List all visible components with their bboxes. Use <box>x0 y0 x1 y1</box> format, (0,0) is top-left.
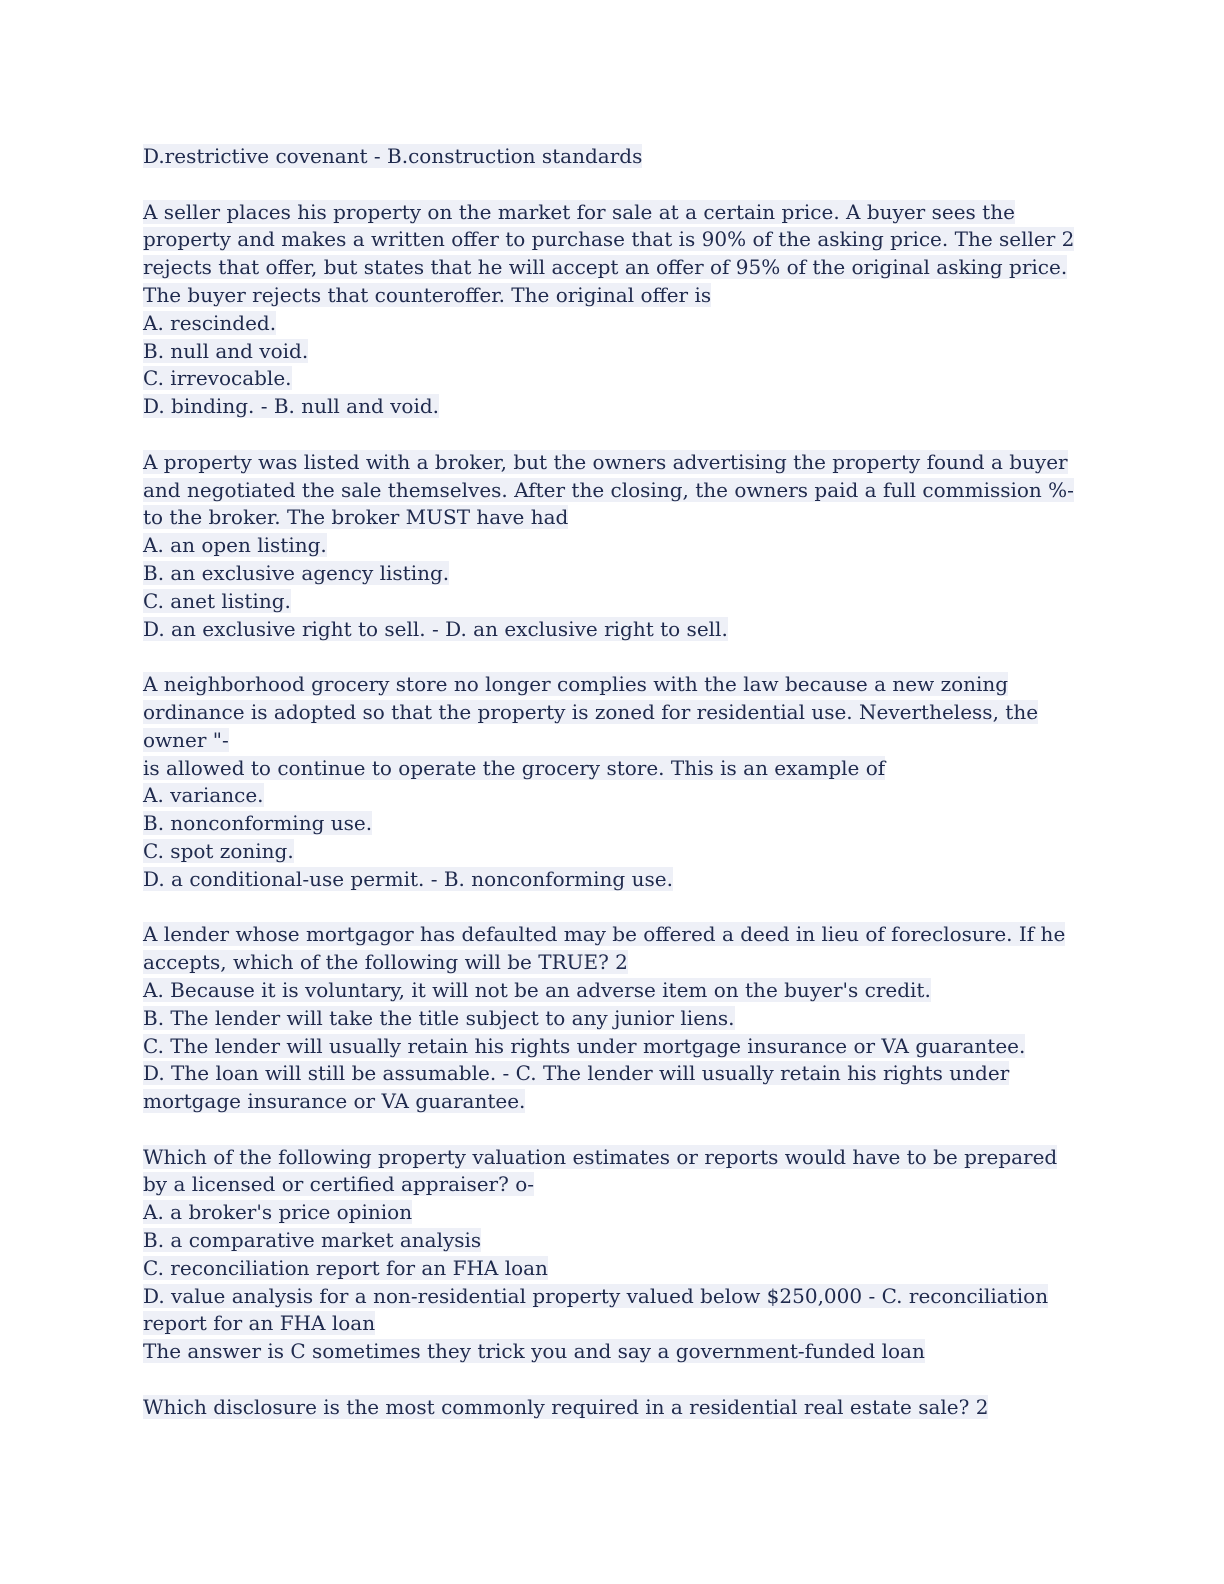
text-line-content: D. binding. - B. null and void. <box>143 394 440 419</box>
text-line <box>143 1394 1083 1422</box>
text-line <box>143 588 1083 616</box>
text-line-content: A. rescinded. <box>143 310 277 335</box>
text-line-content: A. variance. <box>143 783 264 808</box>
text-line-content: B. The lender will take the title subject to any junior liens. <box>143 1005 735 1030</box>
text-line-content: D. The loan will still be assumable. - C. The lender will usually retain his rights under <box>143 1061 1010 1086</box>
text-line-content: A lender whose mortgagor has defaulted may be offered a deed in lieu of foreclosure. If he <box>143 922 1066 947</box>
text-line <box>143 254 1083 282</box>
text-line <box>143 755 1083 783</box>
question-block <box>143 921 1083 1116</box>
text-line <box>143 1088 1083 1116</box>
text-line <box>143 393 1083 421</box>
text-line <box>143 1283 1083 1311</box>
text-line <box>143 921 1083 949</box>
text-line-content: Which of the following property valuation estimates or reports would have to be prepared <box>143 1144 1058 1169</box>
text-line <box>143 1144 1083 1172</box>
text-line-content: D.restrictive covenant - B.construction standards <box>143 144 643 168</box>
text-line <box>143 1310 1083 1338</box>
text-line <box>143 1060 1083 1088</box>
question-block <box>143 1394 1083 1422</box>
text-line <box>143 810 1083 838</box>
text-line-content: The buyer rejects that counteroffer. The original offer is <box>143 282 712 307</box>
text-line-content: C. reconciliation report for an FHA loan <box>143 1255 548 1280</box>
text-line <box>143 866 1083 894</box>
text-line-content: accepts, which of the following will be TRUE? 2 <box>143 950 628 975</box>
text-line-content: report for an FHA loan <box>143 1311 376 1336</box>
text-line <box>143 338 1083 366</box>
text-line-content: C. irrevocable. <box>143 366 292 391</box>
text-line <box>143 532 1083 560</box>
text-line-content: mortgage insurance or VA guarantee. <box>143 1089 526 1114</box>
text-line-content: and negotiated the sale themselves. After the closing, the owners paid a full commission %- <box>143 477 1074 502</box>
text-line-content: The answer is C sometimes they trick you and say a government-funded loan <box>143 1339 925 1364</box>
text-line-content: D. value analysis for a non-residential property valued below $250,000 - C. reconciliation <box>143 1283 1049 1308</box>
text-line-content: B. nonconforming use. <box>143 811 373 836</box>
text-line <box>143 671 1083 699</box>
text-line <box>143 282 1083 310</box>
text-line <box>143 310 1083 338</box>
text-line-content: C. spot zoning. <box>143 838 294 863</box>
text-line-content: D. an exclusive right to sell. - D. an exclusive right to sell. <box>143 616 728 641</box>
text-line <box>143 477 1083 505</box>
text-line <box>143 977 1083 1005</box>
text-line-content: to the broker. The broker MUST have had <box>143 505 569 530</box>
question-block <box>143 143 1083 171</box>
document-page <box>143 143 1083 1449</box>
text-line <box>143 1171 1083 1199</box>
text-line-content: B. a comparative market analysis <box>143 1228 482 1253</box>
text-line <box>143 727 1083 755</box>
text-line-content: C. The lender will usually retain his rights under mortgage insurance or VA guarantee. <box>143 1033 1026 1058</box>
text-line <box>143 616 1083 644</box>
text-line-content: is allowed to continue to operate the grocery store. This is an example of <box>143 755 886 780</box>
text-line-content: owner "- <box>143 727 229 752</box>
text-line <box>143 949 1083 977</box>
text-line-content: D. a conditional-use permit. - B. nonconforming use. <box>143 866 673 891</box>
text-line <box>143 1255 1083 1283</box>
text-line <box>143 449 1083 477</box>
text-line-content: A. an open listing. <box>143 533 327 558</box>
question-block <box>143 1144 1083 1366</box>
text-line-content: property and makes a written offer to purchase that is 90% of the asking price. The seller 2 <box>143 227 1075 252</box>
text-line <box>143 1033 1083 1061</box>
text-line <box>143 1338 1083 1366</box>
text-line-content: by a licensed or certified appraiser? o- <box>143 1172 534 1197</box>
text-line-content: ordinance is adopted so that the property is zoned for residential use. Nevertheless, the <box>143 699 1039 724</box>
text-line <box>143 199 1083 227</box>
text-line <box>143 838 1083 866</box>
question-block <box>143 449 1083 644</box>
text-line-content: A. a broker's price opinion <box>143 1200 413 1225</box>
text-line-content: A seller places his property on the market for sale at a certain price. A buyer sees the <box>143 199 1015 224</box>
text-line <box>143 782 1083 810</box>
text-line-content: B. an exclusive agency listing. <box>143 560 450 585</box>
text-line-content: rejects that offer, but states that he will accept an offer of 95% of the original asking price. <box>143 255 1068 280</box>
text-line <box>143 143 1083 171</box>
text-line <box>143 560 1083 588</box>
text-line <box>143 226 1083 254</box>
text-line <box>143 365 1083 393</box>
text-line <box>143 699 1083 727</box>
text-line <box>143 1005 1083 1033</box>
text-line-content: A neighborhood grocery store no longer complies with the law because a new zoning <box>143 672 1009 697</box>
text-line-content: A property was listed with a broker, but the owners advertising the property found a buyer <box>143 449 1068 474</box>
text-line-content: B. null and void. <box>143 338 309 363</box>
text-line <box>143 504 1083 532</box>
question-block <box>143 199 1083 421</box>
text-line <box>143 1199 1083 1227</box>
text-line-content: Which disclosure is the most commonly required in a residential real estate sale? 2 <box>143 1394 989 1419</box>
text-line-content: C. anet listing. <box>143 588 291 613</box>
text-line-content: A. Because it is voluntary, it will not be an adverse item on the buyer's credit. <box>143 977 931 1002</box>
text-line <box>143 1227 1083 1255</box>
question-block <box>143 671 1083 893</box>
